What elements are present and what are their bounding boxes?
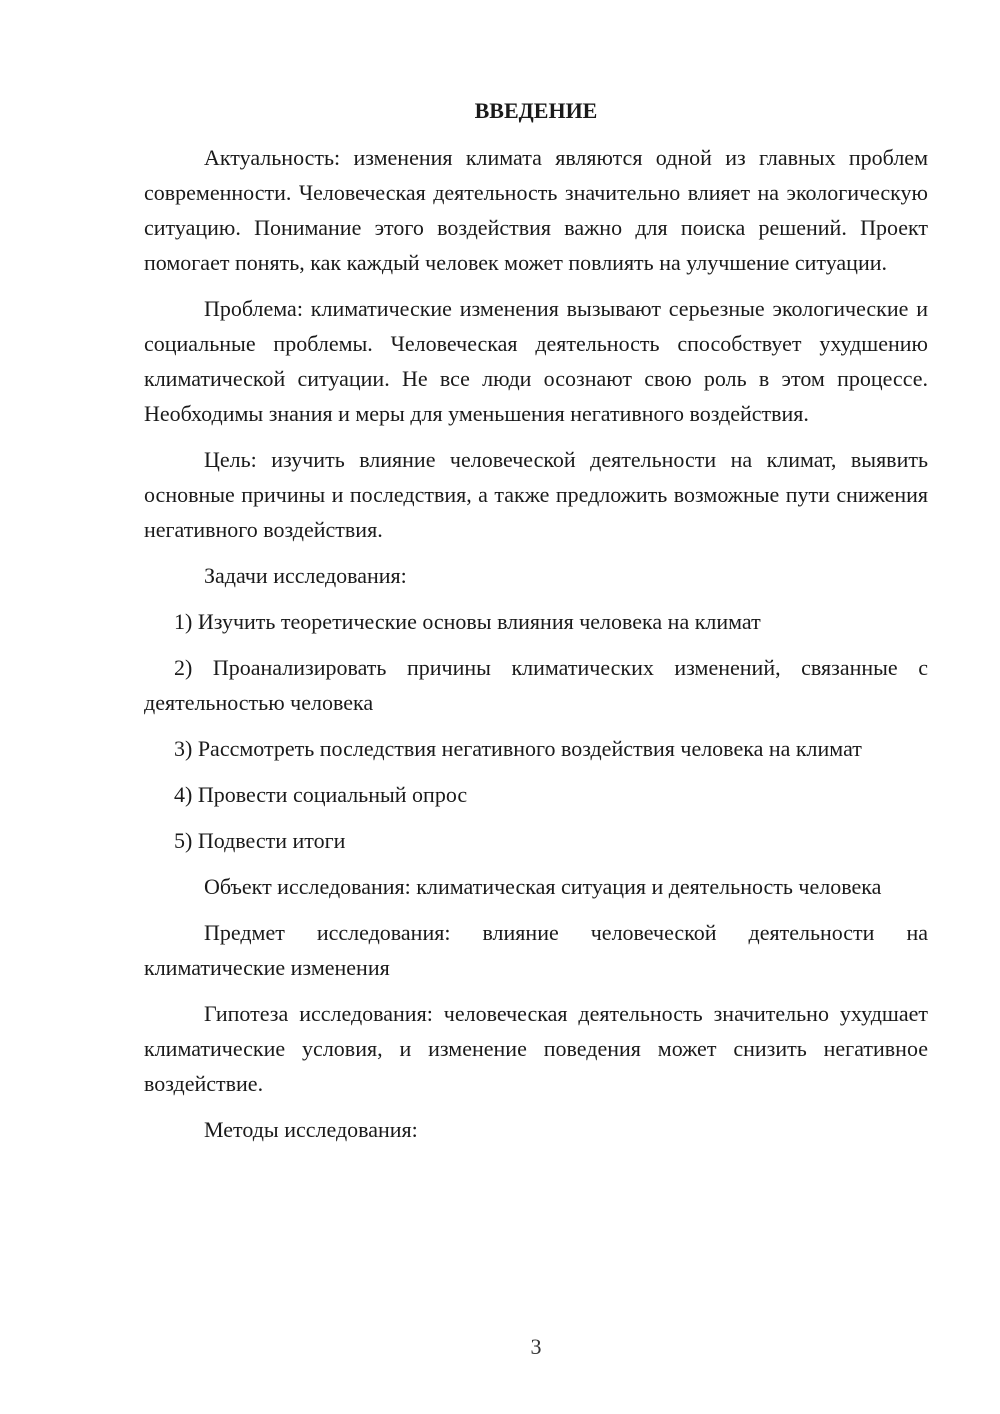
task-item: 4) Провести социальный опрос — [174, 782, 468, 807]
tasks-title: Задачи исследования: — [204, 563, 407, 588]
section-heading: ВВЕДЕНИЕ — [474, 98, 598, 123]
hypothesis-paragraph: Гипотеза исследования: человеческая деятельность значительно ухудшает климатические условия, и изменение поведения может снизить негативное воздействие. — [144, 1001, 928, 1096]
object-paragraph: Объект исследования: климатическая ситуация и деятельность человека — [204, 874, 882, 899]
subject-paragraph: Предмет исследования: влияние человеческой деятельности на климатические изменения — [144, 920, 928, 980]
page-number: 3 — [530, 1334, 542, 1359]
problem-paragraph: Проблема: климатические изменения вызывают серьезные экологические и социальные проблемы. Человеческая деятельность способствует ухудшению климатической ситуации. Не все люди осознают свою роль в этом процессе. Необходимы знания и меры для уменьшения негативного воздействия. — [144, 296, 928, 426]
page-content — [144, 94, 928, 1147]
goal-paragraph: Цель: изучить влияние человеческой деятельности на климат, выявить основные причины и последствия, а также предложить возможные пути снижения негативного воздействия. — [144, 447, 928, 542]
methods-title: Методы исследования: — [204, 1117, 418, 1142]
relevance-paragraph: Актуальность: изменения климата являются одной из главных проблем современности. Человеческая деятельность значительно влияет на экологическую ситуацию. Понимание этого воздействия важно для поиска решений. Проект помогает понять, как каждый человек может повлиять на улучшение ситуации. — [144, 145, 928, 275]
task-item: 3) Рассмотреть последствия негативного воздействия человека на климат — [174, 736, 862, 761]
task-item: 5) Подвести итоги — [174, 828, 346, 853]
task-item: 1) Изучить теоретические основы влияния человека на климат — [174, 609, 761, 634]
task-item: 2) Проанализировать причины климатических изменений, связанные с деятельностью человека — [144, 655, 928, 715]
